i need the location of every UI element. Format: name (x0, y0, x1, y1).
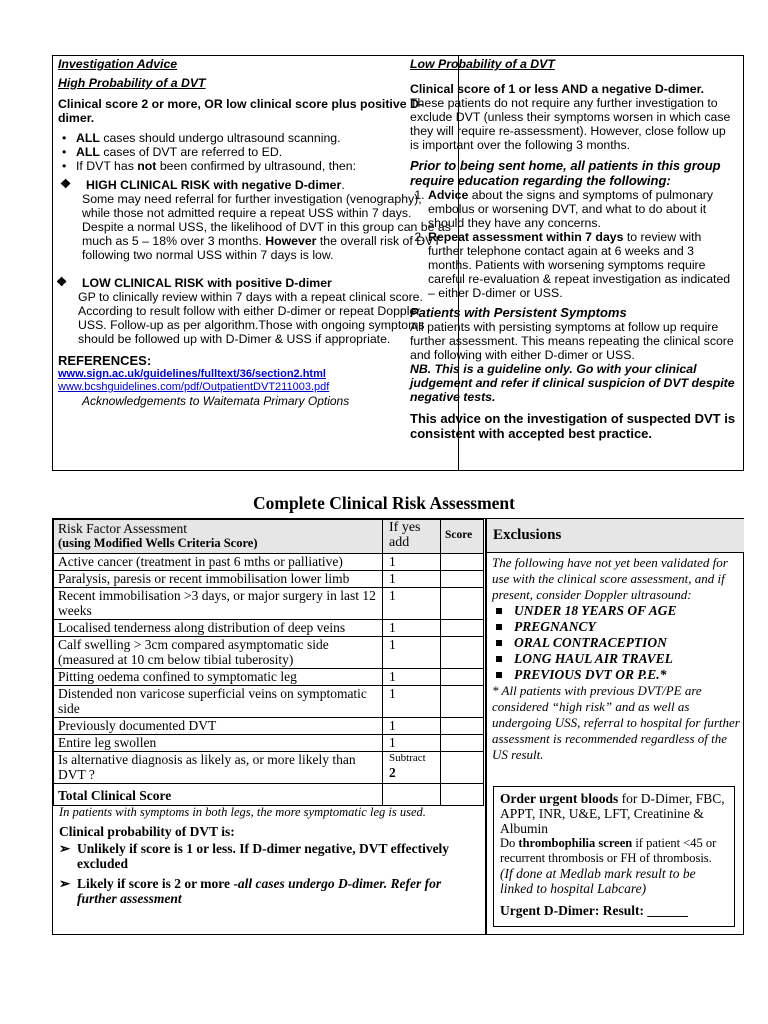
list-item: 1. Advice about the signs and symptoms of pulmonary embolus or worsening DVT, and what to do about it should they have any concerns. (428, 188, 738, 230)
acknowledgement: Acknowledgements to Waitemata Primary Options (82, 394, 350, 408)
medlab-note: (If done at Medlab mark result to be linked to hospital Labcare) (500, 866, 696, 896)
high-probability-bullets (58, 131, 452, 173)
score-cell[interactable] (441, 718, 484, 735)
table-row: Calf swelling > 3cm compared asymptomatic side (measured at 10 cm below tibial tuberosity) 1 (54, 637, 484, 669)
score-header: Score (441, 520, 484, 554)
total-clinical-score-label: Total Clinical Score (54, 784, 383, 806)
best-practice-statement: This advice on the investigation of suspected DVT is consistent with accepted best practice. (410, 411, 736, 441)
list-item: UNDER 18 YEARS OF AGE (514, 603, 740, 619)
table-row: Entire leg swollen 1 (54, 735, 484, 752)
table-row: Recent immobilisation >3 days, or major surgery in last 12 weeks 1 (54, 588, 484, 620)
investigation-heading: Investigation Advice (58, 57, 178, 71)
thrombophilia-text: Do thrombophilia screen if patient <45 or recurrent thrombosis or FH of thrombosis. (500, 836, 717, 865)
positive-ddimer-body: GP to clinically review within 7 days with a repeat clinical score. According to result follow with either D-dimer or repeat Doppler USS. Follow-up as per algorithm.Those with ongoing symptoms should be followed up with D-Dimer & USS if appropriate. (78, 290, 425, 346)
arrow-bullet-icon: ➢ (59, 841, 71, 856)
urgent-ddimer-result[interactable]: Urgent D-Dimer: Result: ______ (500, 903, 688, 918)
score-cell[interactable] (441, 637, 484, 669)
negative-ddimer-heading: ❖ HIGH CLINICAL RISK with negative D-dimer. (60, 177, 345, 192)
list-item: • ALL cases should undergo ultrasound scanning. (76, 131, 452, 145)
arrow-bullet-icon: ➢ (59, 876, 71, 891)
risk-factor-table (53, 519, 484, 806)
investigation-advice-box (52, 55, 744, 471)
table-row: Paralysis, paresis or recent immobilisation lower limb 1 (54, 571, 484, 588)
table-row: Distended non varicose superficial veins on symptomatic side 1 (54, 686, 484, 718)
list-item: • If DVT has not been confirmed by ultrasound, then: (76, 159, 452, 173)
score-cell[interactable] (441, 588, 484, 620)
list-item: PREGNANCY (514, 619, 740, 635)
exclusions-body (487, 553, 744, 763)
risk-factor-header: Risk Factor Assessment (using Modified Wells Criteria Score) (54, 520, 383, 554)
table-row: Is alternative diagnosis as likely as, or more likely than DVT ? Subtract 2 (54, 752, 484, 784)
likely-item: ➢ Likely if score is 2 or more -all cases undergo D-dimer. Refer for further assessment (59, 876, 442, 906)
persistent-heading: Patients with Persistent Symptoms (410, 305, 627, 320)
score-cell[interactable] (441, 669, 484, 686)
low-probability-heading: Low Probability of a DVT (410, 57, 555, 71)
education-list (410, 188, 738, 300)
page-title: Complete Clinical Risk Assessment (252, 493, 515, 513)
diamond-bullet-icon: ❖ (60, 177, 72, 191)
exclusions-intro: The following have not yet been validated for use with the clinical score assessment, and if present, consider Doppler ultrasound: (492, 555, 728, 602)
reference-link-bcsh[interactable]: www.bcshguidelines.com/pdf/OutpatientDVT211003.pdf (58, 381, 330, 393)
low-probability-column (410, 56, 738, 441)
score-cell[interactable] (441, 554, 484, 571)
positive-ddimer-heading: ❖ LOW CLINICAL RISK with positive D-dimer (56, 275, 332, 290)
table-row: Previously documented DVT 1 (54, 718, 484, 735)
exclusions-note: * All patients with previous DVT/PE are considered “high risk” and as well as undergoing USS, referral to hospital for further assessment is recommended regardless of the US result. (492, 683, 740, 762)
score-cell[interactable] (441, 686, 484, 718)
order-bloods-box (493, 786, 735, 927)
list-item: ORAL CONTRACEPTION (514, 635, 740, 651)
list-item: LONG HAUL AIR TRAVEL (514, 651, 740, 667)
score-cell[interactable] (441, 752, 484, 784)
reference-link-sign[interactable]: www.sign.ac.uk/guidelines/fulltext/36/section2.html (58, 368, 326, 380)
persistent-body: All patients with persisting symptoms at follow up require further assessment. This means repeating the clinical score and following with either D-dimer or USS. (410, 320, 734, 362)
unlikely-item: ➢ Unlikely if score is 1 or less. If D-dimer negative, DVT effectively excluded (59, 841, 450, 871)
score-cell[interactable] (441, 571, 484, 588)
negative-ddimer-body: Some may need referral for further investigation (venography), while those not admitted require a repeat USS within 7 days. Despite a normal USS, the likelihood of DVT in this group can be as much as 5 – 18% over 3 months. However the overall risk of DVT following two normal USS within 7 days is low. (82, 192, 451, 262)
clinical-probability-heading: Clinical probability of DVT is: (59, 824, 235, 839)
investigation-column (58, 56, 452, 408)
exclusions-list (492, 603, 740, 683)
exclusions-panel (487, 519, 744, 935)
table-row: Pitting oedema confined to symptomatic leg 1 (54, 669, 484, 686)
education-heading: Prior to being sent home, all patients in this group require education regarding the following: (410, 158, 721, 188)
if-yes-add-header: If yes add (383, 520, 441, 554)
score-cell[interactable] (441, 735, 484, 752)
guideline-note: NB. This is a guideline only. Go with your clinical judgement and refer if clinical suspicion of DVT despite negative tests. (410, 362, 735, 404)
list-item: 2. Repeat assessment within 7 days to review with further telephone contact again at 6 weeks and 3 months. Patients with worsening symptoms require careful re-evaluation & repeat investigation as indicated – either D-dimer or USS. (428, 230, 738, 300)
table-row: Localised tenderness along distribution of deep veins 1 (54, 620, 484, 637)
clinical-probability-section (53, 805, 483, 906)
score-cell[interactable] (441, 620, 484, 637)
table-row: Active cancer (treatment in past 6 mths or palliative) 1 (54, 554, 484, 571)
list-item: • ALL cases of DVT are referred to ED. (76, 145, 452, 159)
references-label: REFERENCES: (58, 353, 152, 368)
high-probability-heading: High Probability of a DVT (58, 76, 206, 90)
high-probability-intro: Clinical score 2 or more, OR low clinical score plus positive D-dimer. (58, 97, 423, 125)
risk-assessment-box (52, 518, 744, 935)
total-score-cell[interactable] (441, 784, 484, 806)
order-bloods-text: Order urgent bloods for D-Dimer, FBC, APPT, INR, U&E, LFT, Creatinine & Albumin (500, 791, 725, 836)
total-row (54, 784, 484, 806)
both-legs-note: In patients with symptoms in both legs, the more symptomatic leg is used. (59, 805, 426, 819)
low-probability-intro: Clinical score of 1 or less AND a negative D-dimer. These patients do not require any further investigation to exclude DVT (unless their symptoms worsen in which case they will require re-assessment). However, close follow up is important over the following 3 months. (410, 82, 731, 152)
list-item: PREVIOUS DVT OR P.E.* (514, 667, 740, 683)
table-header-row (54, 520, 484, 554)
exclusions-heading: Exclusions (487, 519, 744, 553)
diamond-bullet-icon: ❖ (56, 275, 68, 289)
